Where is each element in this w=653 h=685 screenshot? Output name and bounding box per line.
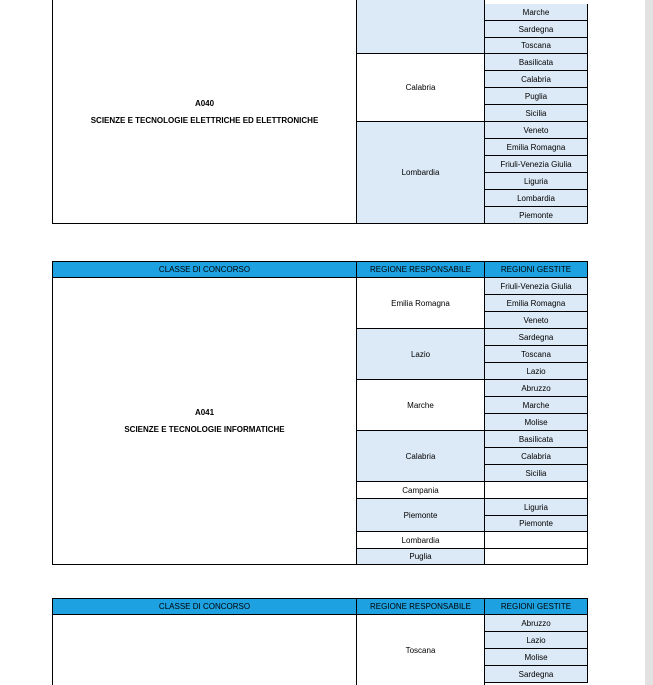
gestita-cell: Lombardia xyxy=(485,190,588,207)
gestita-cell: Liguria xyxy=(485,173,588,190)
gestita-cell-empty xyxy=(485,549,588,565)
responsabile-cell: Lazio xyxy=(357,329,485,380)
gestita-cell: Piemonte xyxy=(485,207,588,224)
class-cell-next xyxy=(52,615,357,685)
gestita-cell: Basilicata xyxy=(485,431,588,448)
gestita-cell: Abruzzo xyxy=(485,615,588,632)
gestita-cell: Friuli-Venezia Giulia xyxy=(485,156,588,173)
responsabile-cell xyxy=(357,0,485,54)
header-regioni-gestite: REGIONI GESTITE xyxy=(485,598,588,615)
gestita-cell: Sardegna xyxy=(485,666,588,683)
header-regioni-gestite: REGIONI GESTITE xyxy=(485,261,588,278)
responsabile-cell: Calabria xyxy=(357,54,485,122)
class-cell-a040 xyxy=(52,0,357,224)
gestita-cell-empty xyxy=(485,482,588,499)
gestita-cell: Emilia Romagna xyxy=(485,295,588,312)
gestita-cell: Friuli-Venezia Giulia xyxy=(485,278,588,295)
responsabile-cell: Campania xyxy=(357,482,485,499)
gestita-cell: Lazio xyxy=(485,632,588,649)
responsabile-cell: Piemonte xyxy=(357,499,485,532)
gestita-cell: Toscana xyxy=(485,38,588,54)
class-name: SCIENZE E TECNOLOGIE INFORMATICHE xyxy=(124,425,285,434)
gestita-cell: Emilia Romagna xyxy=(485,139,588,156)
gestita-cell: Marche xyxy=(485,4,588,21)
class-code: A040 xyxy=(194,98,215,108)
vertical-scrollbar[interactable] xyxy=(645,0,653,685)
gestita-cell: Abruzzo xyxy=(485,380,588,397)
gestita-cell: Puglia xyxy=(485,88,588,105)
gestita-cell: Liguria xyxy=(485,499,588,516)
gestita-cell: Veneto xyxy=(485,122,588,139)
gestita-cell: Sardegna xyxy=(485,329,588,346)
responsabile-cell: Emilia Romagna xyxy=(357,278,485,329)
responsabile-cell: Marche xyxy=(357,380,485,431)
header-regione-responsabile: REGIONE RESPONSABILE xyxy=(357,598,485,615)
gestita-cell: Molise xyxy=(485,649,588,666)
gestita-cell: Basilicata xyxy=(485,54,588,71)
class-code: A041 xyxy=(194,408,215,417)
header-classe: CLASSE DI CONCORSO xyxy=(52,598,357,615)
responsabile-cell: Lombardia xyxy=(357,532,485,549)
gestita-cell: Calabria xyxy=(485,71,588,88)
responsabile-cell: Lombardia xyxy=(357,122,485,224)
gestita-cell: Toscana xyxy=(485,346,588,363)
gestita-cell: Piemonte xyxy=(485,516,588,532)
gestita-cell: Lazio xyxy=(485,363,588,380)
gestita-cell: Sicilia xyxy=(485,105,588,122)
gestita-cell: Molise xyxy=(485,414,588,431)
gestita-cell: Sicilia xyxy=(485,465,588,482)
gestita-cell: Veneto xyxy=(485,312,588,329)
gestita-cell: Marche xyxy=(485,397,588,414)
gestita-cell-empty xyxy=(485,532,588,549)
gestita-cell: Sardegna xyxy=(485,21,588,38)
responsabile-cell: Calabria xyxy=(357,431,485,482)
header-regione-responsabile: REGIONE RESPONSABILE xyxy=(357,261,485,278)
gestita-cell: Calabria xyxy=(485,448,588,465)
class-name: SCIENZE E TECNOLOGIE ELETTRICHE ED ELETTRONICHE xyxy=(90,115,319,125)
header-classe: CLASSE DI CONCORSO xyxy=(52,261,357,278)
responsabile-cell: Puglia xyxy=(357,549,485,565)
responsabile-cell: Toscana xyxy=(357,615,485,685)
class-cell-a041 xyxy=(52,278,357,565)
